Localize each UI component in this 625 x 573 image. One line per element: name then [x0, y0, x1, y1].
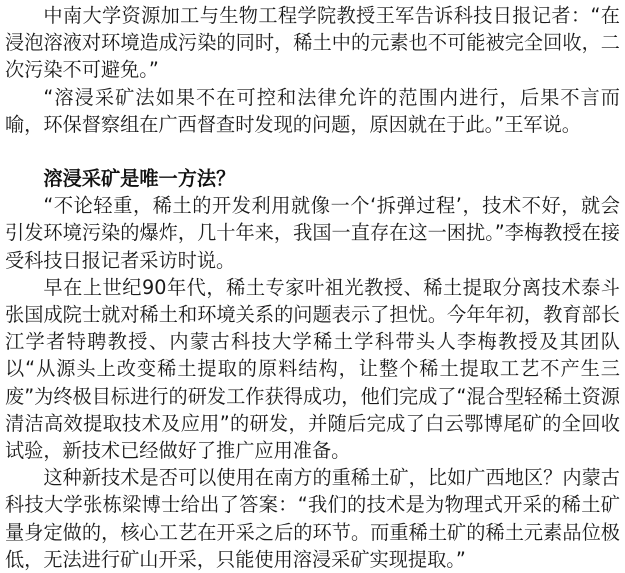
section-spacer: [5, 138, 620, 165]
paragraph-heavy-rare-earth: 这种新技术是否可以使用在南方的重稀土矿，比如广西地区？内蒙古科技大学张栋梁博士给出了答案：“我们的技术是为物理式开采的稀土矿量身定做的，核心工艺在开采之后的环节。而重稀土矿的稀土元素品位极低，无法进行矿山开采，只能使用溶浸采矿实现提取。”: [5, 466, 620, 571]
article-body: [5, 2, 620, 573]
paragraph-wang-jun-quote: 中南大学资源加工与生物工程学院教授王军告诉科技日报记者：“在浸泡溶液对环境造成污染的同时，稀土中的元素也不可能被完全回收，二次污染不可避免。”: [5, 4, 620, 82]
paragraph-li-mei-quote: “不论轻重，稀土的开发利用就像一个‘拆弹过程’，技术不好，就会引发环境污染的爆炸，几十年来，我国一直存在这一困扰。”李梅教授在接受科技日报记者采访时说。: [5, 194, 620, 272]
paragraph-leaching-consequences: “溶浸采矿法如果不在可控和法律允许的范围内进行，后果不言而喻，环保督察组在广西督查时发现的问题，原因就在于此。”王军说。: [5, 85, 620, 136]
paragraph-research-history: 早在上世纪90年代，稀土专家叶祖光教授、稀土提取分离技术泰斗张国成院士就对稀土和环境关系的问题表示了担忧。今年年初，教育部长江学者特聘教授、内蒙古科技大学稀土学科带头人李梅教授及其团队以“从源头上改变稀土提取的原料结构，让整个稀土提取工艺不产生三废”为终极目标进行的研发工作获得成功，他们完成了“混合型轻稀土资源清洁高效提取技术及应用”的研发，并随后完成了白云鄂博尾矿的全回收试验，新技术已经做好了推广应用准备。: [5, 275, 620, 463]
section-subheading: 溶浸采矿是唯一方法？: [43, 167, 236, 191]
